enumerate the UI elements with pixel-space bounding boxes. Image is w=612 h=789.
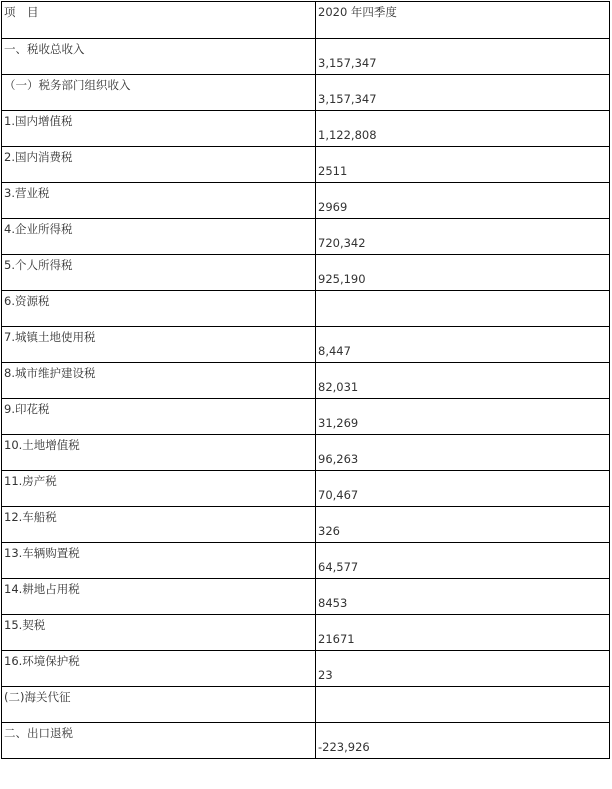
table-row bbox=[2, 579, 610, 615]
row-item-cell: 一、税收总收入 bbox=[2, 39, 316, 75]
row-value-cell: 82,031 bbox=[316, 363, 610, 399]
table-body bbox=[2, 2, 610, 759]
row-item-cell: 4.企业所得税 bbox=[2, 219, 316, 255]
table-row bbox=[2, 723, 610, 759]
row-item-cell: 12.车船税 bbox=[2, 507, 316, 543]
row-value-cell: 70,467 bbox=[316, 471, 610, 507]
table-row bbox=[2, 687, 610, 723]
row-value-cell: -223,926 bbox=[316, 723, 610, 759]
row-value-cell: 8,447 bbox=[316, 327, 610, 363]
row-item-cell: 3.营业税 bbox=[2, 183, 316, 219]
row-item-cell: 6.资源税 bbox=[2, 291, 316, 327]
row-value-cell: 2969 bbox=[316, 183, 610, 219]
row-item-cell: 11.房产税 bbox=[2, 471, 316, 507]
row-item-cell: 2.国内消费税 bbox=[2, 147, 316, 183]
table-row bbox=[2, 111, 610, 147]
table-row bbox=[2, 507, 610, 543]
table-row bbox=[2, 471, 610, 507]
row-item-cell: 二、出口退税 bbox=[2, 723, 316, 759]
row-value-cell: 720,342 bbox=[316, 219, 610, 255]
row-value-cell bbox=[316, 291, 610, 327]
row-value-cell: 1,122,808 bbox=[316, 111, 610, 147]
row-value-cell: 2511 bbox=[316, 147, 610, 183]
row-value-cell: 31,269 bbox=[316, 399, 610, 435]
table-row bbox=[2, 435, 610, 471]
row-value-cell: 96,263 bbox=[316, 435, 610, 471]
row-value-cell: 21671 bbox=[316, 615, 610, 651]
table-row bbox=[2, 543, 610, 579]
row-item-cell: 10.土地增值税 bbox=[2, 435, 316, 471]
row-value-cell: 326 bbox=[316, 507, 610, 543]
table-row bbox=[2, 615, 610, 651]
row-item-cell: 16.环境保护税 bbox=[2, 651, 316, 687]
row-item-cell: 8.城市维护建设税 bbox=[2, 363, 316, 399]
row-item-cell: 1.国内增值税 bbox=[2, 111, 316, 147]
header-item-cell: 项 目 bbox=[2, 2, 316, 39]
row-item-cell: 13.车辆购置税 bbox=[2, 543, 316, 579]
row-item-cell: （一）税务部门组织收入 bbox=[2, 75, 316, 111]
table-row bbox=[2, 327, 610, 363]
row-value-cell: 3,157,347 bbox=[316, 75, 610, 111]
row-item-cell: 14.耕地占用税 bbox=[2, 579, 316, 615]
header-period-cell: 2020 年四季度 bbox=[316, 2, 610, 39]
table-row bbox=[2, 363, 610, 399]
table-row bbox=[2, 255, 610, 291]
table-row bbox=[2, 147, 610, 183]
table-header-row bbox=[2, 2, 610, 39]
table-row bbox=[2, 219, 610, 255]
table-row bbox=[2, 39, 610, 75]
table-row bbox=[2, 183, 610, 219]
table-row bbox=[2, 651, 610, 687]
row-value-cell: 8453 bbox=[316, 579, 610, 615]
row-value-cell: 925,190 bbox=[316, 255, 610, 291]
table-row bbox=[2, 75, 610, 111]
row-value-cell: 64,577 bbox=[316, 543, 610, 579]
row-value-cell: 3,157,347 bbox=[316, 39, 610, 75]
row-value-cell: 23 bbox=[316, 651, 610, 687]
row-item-cell: (二)海关代征 bbox=[2, 687, 316, 723]
row-item-cell: 15.契税 bbox=[2, 615, 316, 651]
table-row bbox=[2, 399, 610, 435]
row-item-cell: 5.个人所得税 bbox=[2, 255, 316, 291]
row-item-cell: 7.城镇土地使用税 bbox=[2, 327, 316, 363]
row-value-cell bbox=[316, 687, 610, 723]
tax-revenue-table bbox=[1, 1, 610, 759]
table-row bbox=[2, 291, 610, 327]
row-item-cell: 9.印花税 bbox=[2, 399, 316, 435]
